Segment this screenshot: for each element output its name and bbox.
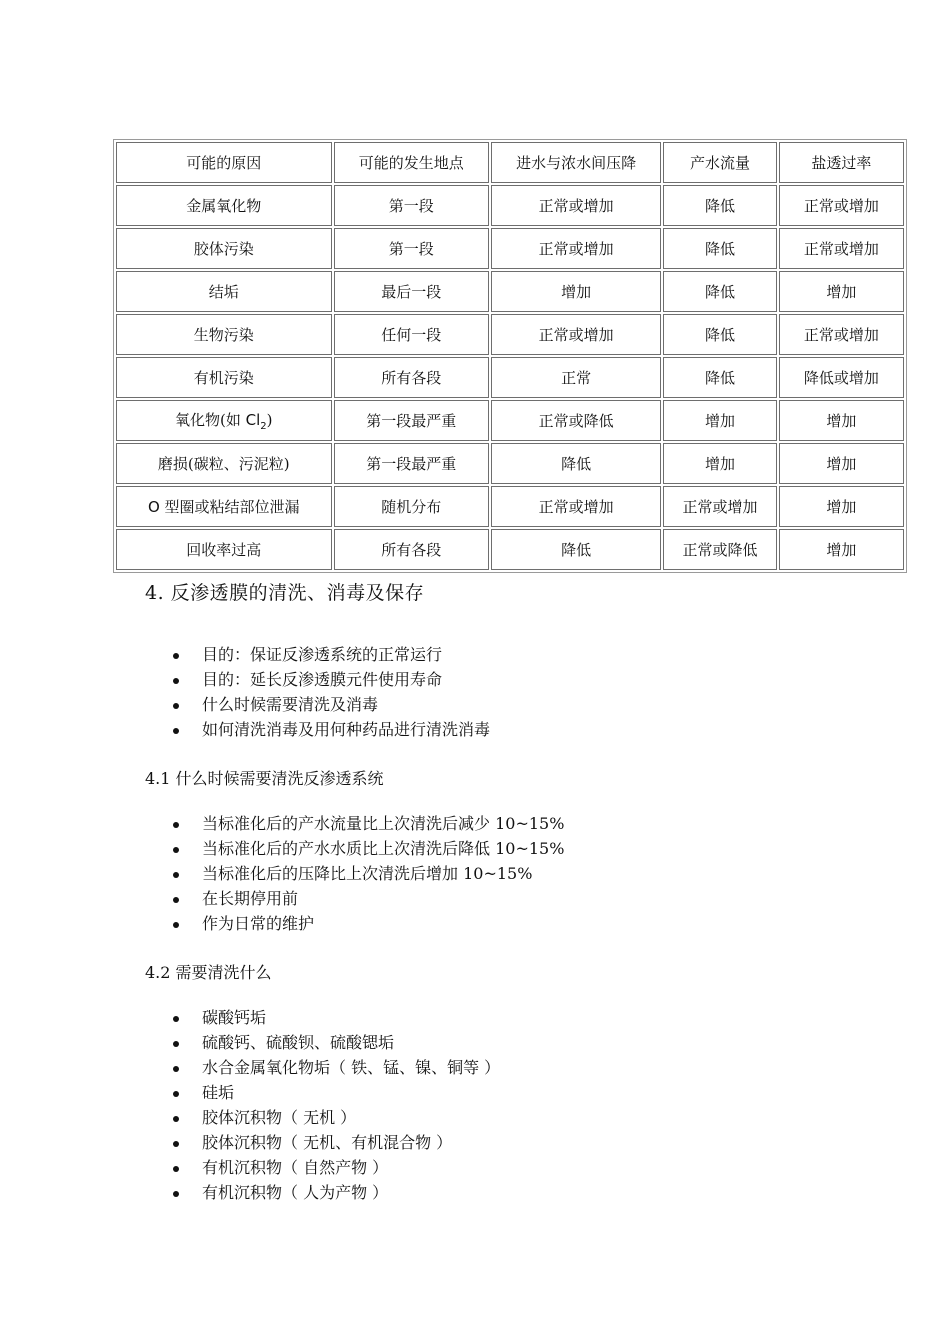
cell-salt-passage: 正常或增加 [779,185,904,226]
cell-product-flow: 增加 [663,400,776,441]
cell-salt-passage: 增加 [779,271,904,312]
bullet-icon [173,847,179,853]
cell-pressure-drop: 正常或增加 [491,486,661,527]
list-item-text: 硅垢 [202,1083,235,1102]
cell-location: 任何一段 [334,314,489,355]
bullet-icon [173,1141,179,1147]
cell-location: 最后一段 [334,271,489,312]
section-heading: 4. 反渗透膜的清洗、消毒及保存 [145,582,425,604]
table-row [116,443,904,484]
list-item [0,692,490,717]
cell-product-flow: 降低 [663,271,776,312]
cell-product-flow: 降低 [663,314,776,355]
bullet-icon [173,728,179,734]
cell-location: 所有各段 [334,357,489,398]
diagnosis-table-frame [113,139,907,573]
cell-product-flow: 正常或增加 [663,486,776,527]
bullet-icon [173,822,179,828]
list-item [0,717,490,742]
diagnosis-table [114,140,906,572]
cell-pressure-drop: 降低 [491,443,661,484]
list-item-text: 胶体沉积物（ 无机、有机混合物 ） [202,1133,453,1152]
header-cause: 可能的原因 [116,142,332,183]
list-item-text: 当标准化后的压降比上次清洗后增加 10~15% [202,864,533,883]
list-item-text: 硫酸钙、硫酸钡、硫酸锶垢 [202,1033,395,1052]
list-item-text: 如何清洗消毒及用何种药品进行清洗消毒 [202,720,491,739]
table-row [116,357,904,398]
list-item [0,1030,500,1055]
bullet-icon [173,703,179,709]
bullet-icon [173,1191,179,1197]
cell-location: 第一段最严重 [334,400,489,441]
list-item-text: 目的：延长反渗透膜元件使用寿命 [202,670,443,689]
cell-cause: 胶体污染 [116,228,332,269]
cell-pressure-drop: 正常 [491,357,661,398]
list-item [0,886,564,911]
cell-product-flow: 增加 [663,443,776,484]
cell-cause: 回收率过高 [116,529,332,570]
cell-location: 第一段最严重 [334,443,489,484]
list-item-text: 当标准化后的产水流量比上次清洗后减少 10~15% [202,814,565,833]
bullet-icon [173,653,179,659]
table-row [116,400,904,441]
cause-formula: Cl [245,411,261,429]
cell-cause: 金属氧化物 [116,185,332,226]
list-item [0,836,564,861]
bullet-icon [173,1166,179,1172]
cause-suffix: ) [266,411,273,429]
table-row [116,228,904,269]
list-item [0,642,490,667]
cell-salt-passage: 增加 [779,443,904,484]
cell-salt-passage: 增加 [779,486,904,527]
cause-latin-letter: O [147,498,160,516]
bullet-icon [173,1091,179,1097]
table-row [116,271,904,312]
bullet-icon [173,922,179,928]
cause-rest: 型圈或粘结部位泄漏 [159,498,300,516]
cause-subscript: 2 [260,421,267,432]
list-item-text: 有机沉积物（ 自然产物 ） [202,1158,389,1177]
table-row [116,529,904,570]
list-item-text: 作为日常的维护 [202,914,315,933]
cell-location: 第一段 [334,185,489,226]
cell-salt-passage: 正常或增加 [779,314,904,355]
bullet-icon [173,872,179,878]
cell-cause: 有机污染 [116,357,332,398]
table-row [116,185,904,226]
cell-cause [116,486,332,527]
cell-cause: 生物污染 [116,314,332,355]
bullet-icon [173,1041,179,1047]
section42-list [0,1005,500,1205]
list-item [0,1055,500,1080]
list-item [0,861,564,886]
list-item [0,811,564,836]
cell-pressure-drop: 正常或增加 [491,185,661,226]
list-item [0,1080,500,1105]
list-item-text: 当标准化后的产水水质比上次清洗后降低 10~15% [202,839,565,858]
cell-salt-passage: 降低或增加 [779,357,904,398]
list-item-text: 有机沉积物（ 人为产物 ） [202,1183,389,1202]
subsection-heading: 4.2 需要清洗什么 [145,963,272,982]
bullet-icon [173,1116,179,1122]
list-item [0,911,564,936]
list-item [0,667,490,692]
cell-salt-passage: 增加 [779,529,904,570]
cell-cause: 结垢 [116,271,332,312]
subsection-heading: 4.1 什么时候需要清洗反渗透系统 [145,769,384,788]
table-row [116,314,904,355]
cell-cause [116,400,332,441]
header-pressure-drop: 进水与浓水间压降 [491,142,661,183]
list-item-text: 目的：保证反渗透系统的正常运行 [202,645,443,664]
cell-pressure-drop: 降低 [491,529,661,570]
list-item [0,1105,500,1130]
list-item [0,1180,500,1205]
bullet-icon [173,897,179,903]
cell-product-flow: 降低 [663,228,776,269]
list-item [0,1130,500,1155]
header-product-flow: 产水流量 [663,142,776,183]
table-row [116,486,904,527]
cell-cause: 磨损(碳粒、污泥粒) [116,443,332,484]
list-item-text: 在长期停用前 [202,889,299,908]
cell-product-flow: 降低 [663,357,776,398]
list-item [0,1005,500,1030]
list-item-text: 水合金属氧化物垢（ 铁、锰、镍、铜等 ） [202,1058,501,1077]
cell-salt-passage: 正常或增加 [779,228,904,269]
bullet-icon [173,1066,179,1072]
cause-prefix: 氧化物(如 [175,411,246,429]
bullet-icon [173,678,179,684]
list-item-text: 胶体沉积物（ 无机 ） [202,1108,357,1127]
cell-pressure-drop: 正常或降低 [491,400,661,441]
header-salt-passage: 盐透过率 [779,142,904,183]
cell-location: 随机分布 [334,486,489,527]
list-item [0,1155,500,1180]
section41-list [0,811,564,936]
cell-pressure-drop: 正常或增加 [491,228,661,269]
cell-pressure-drop: 增加 [491,271,661,312]
cell-pressure-drop: 正常或增加 [491,314,661,355]
cell-location: 所有各段 [334,529,489,570]
cell-location: 第一段 [334,228,489,269]
list-item-text: 碳酸钙垢 [202,1008,267,1027]
bullet-icon [173,1016,179,1022]
header-location: 可能的发生地点 [334,142,489,183]
cell-product-flow: 正常或降低 [663,529,776,570]
section4-list [0,642,490,742]
cell-salt-passage: 增加 [779,400,904,441]
table-header-row [116,142,904,183]
list-item-text: 什么时候需要清洗及消毒 [202,695,379,714]
cell-product-flow: 降低 [663,185,776,226]
